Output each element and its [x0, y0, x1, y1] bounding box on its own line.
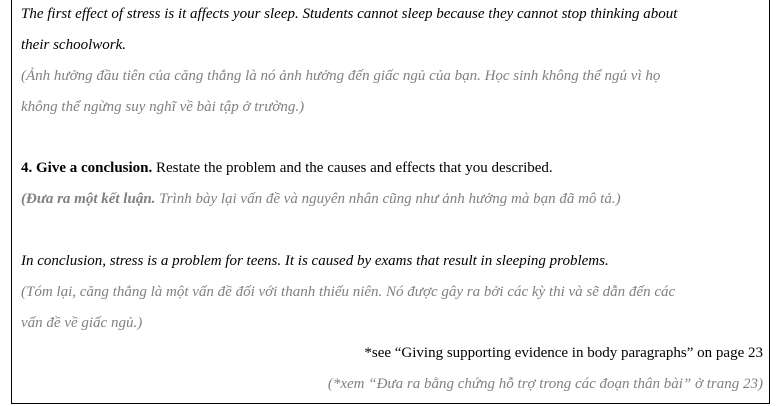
para1-en-line1: The first effect of stress is it affects your sleep. Students cannot sleep because they cannot stop thinking about [21, 6, 678, 22]
para2-en-line1: In conclusion, stress is a problem for teens. It is caused by exams that result in sleeping problems. [21, 253, 609, 269]
step4-text: Restate the problem and the causes and effects that you described. [152, 160, 553, 176]
step4-vi [21, 189, 621, 209]
para1-vi-line1: (Ảnh hưởng đầu tiên của căng thẳng là nó ảnh hưởng đến giấc ngủ của bạn. Học sinh không thể ngủ vì họ [21, 68, 661, 84]
step4-heading: 4. Give a conclusion. [21, 160, 153, 176]
footnote-vi: (*xem “Đưa ra bằng chứng hỗ trợ trong các đoạn thân bài” ở trang 23) [327, 376, 763, 392]
footnote-en: *see “Giving supporting evidence in body paragraphs” on page 23 [364, 345, 763, 361]
para2-vi-line2: vấn đề về giấc ngủ.) [21, 315, 143, 331]
step4-en [21, 158, 553, 178]
para1-en-line2: their schoolwork. [21, 37, 126, 53]
para1-vi-line2: không thể ngừng suy nghĩ về bài tập ở trường.) [21, 99, 305, 115]
step4-vi-heading: (Đưa ra một kết luận. [21, 191, 156, 207]
step4-vi-text: Trình bày lại vấn đề và nguyên nhân cũng như ảnh hưởng mà bạn đã mô tả.) [155, 191, 621, 207]
para2-vi-line1: (Tóm lại, căng thẳng là một vấn đề đối với thanh thiếu niên. Nó được gây ra bởi các kỳ thi và sẽ dẫn đến các [21, 284, 676, 300]
